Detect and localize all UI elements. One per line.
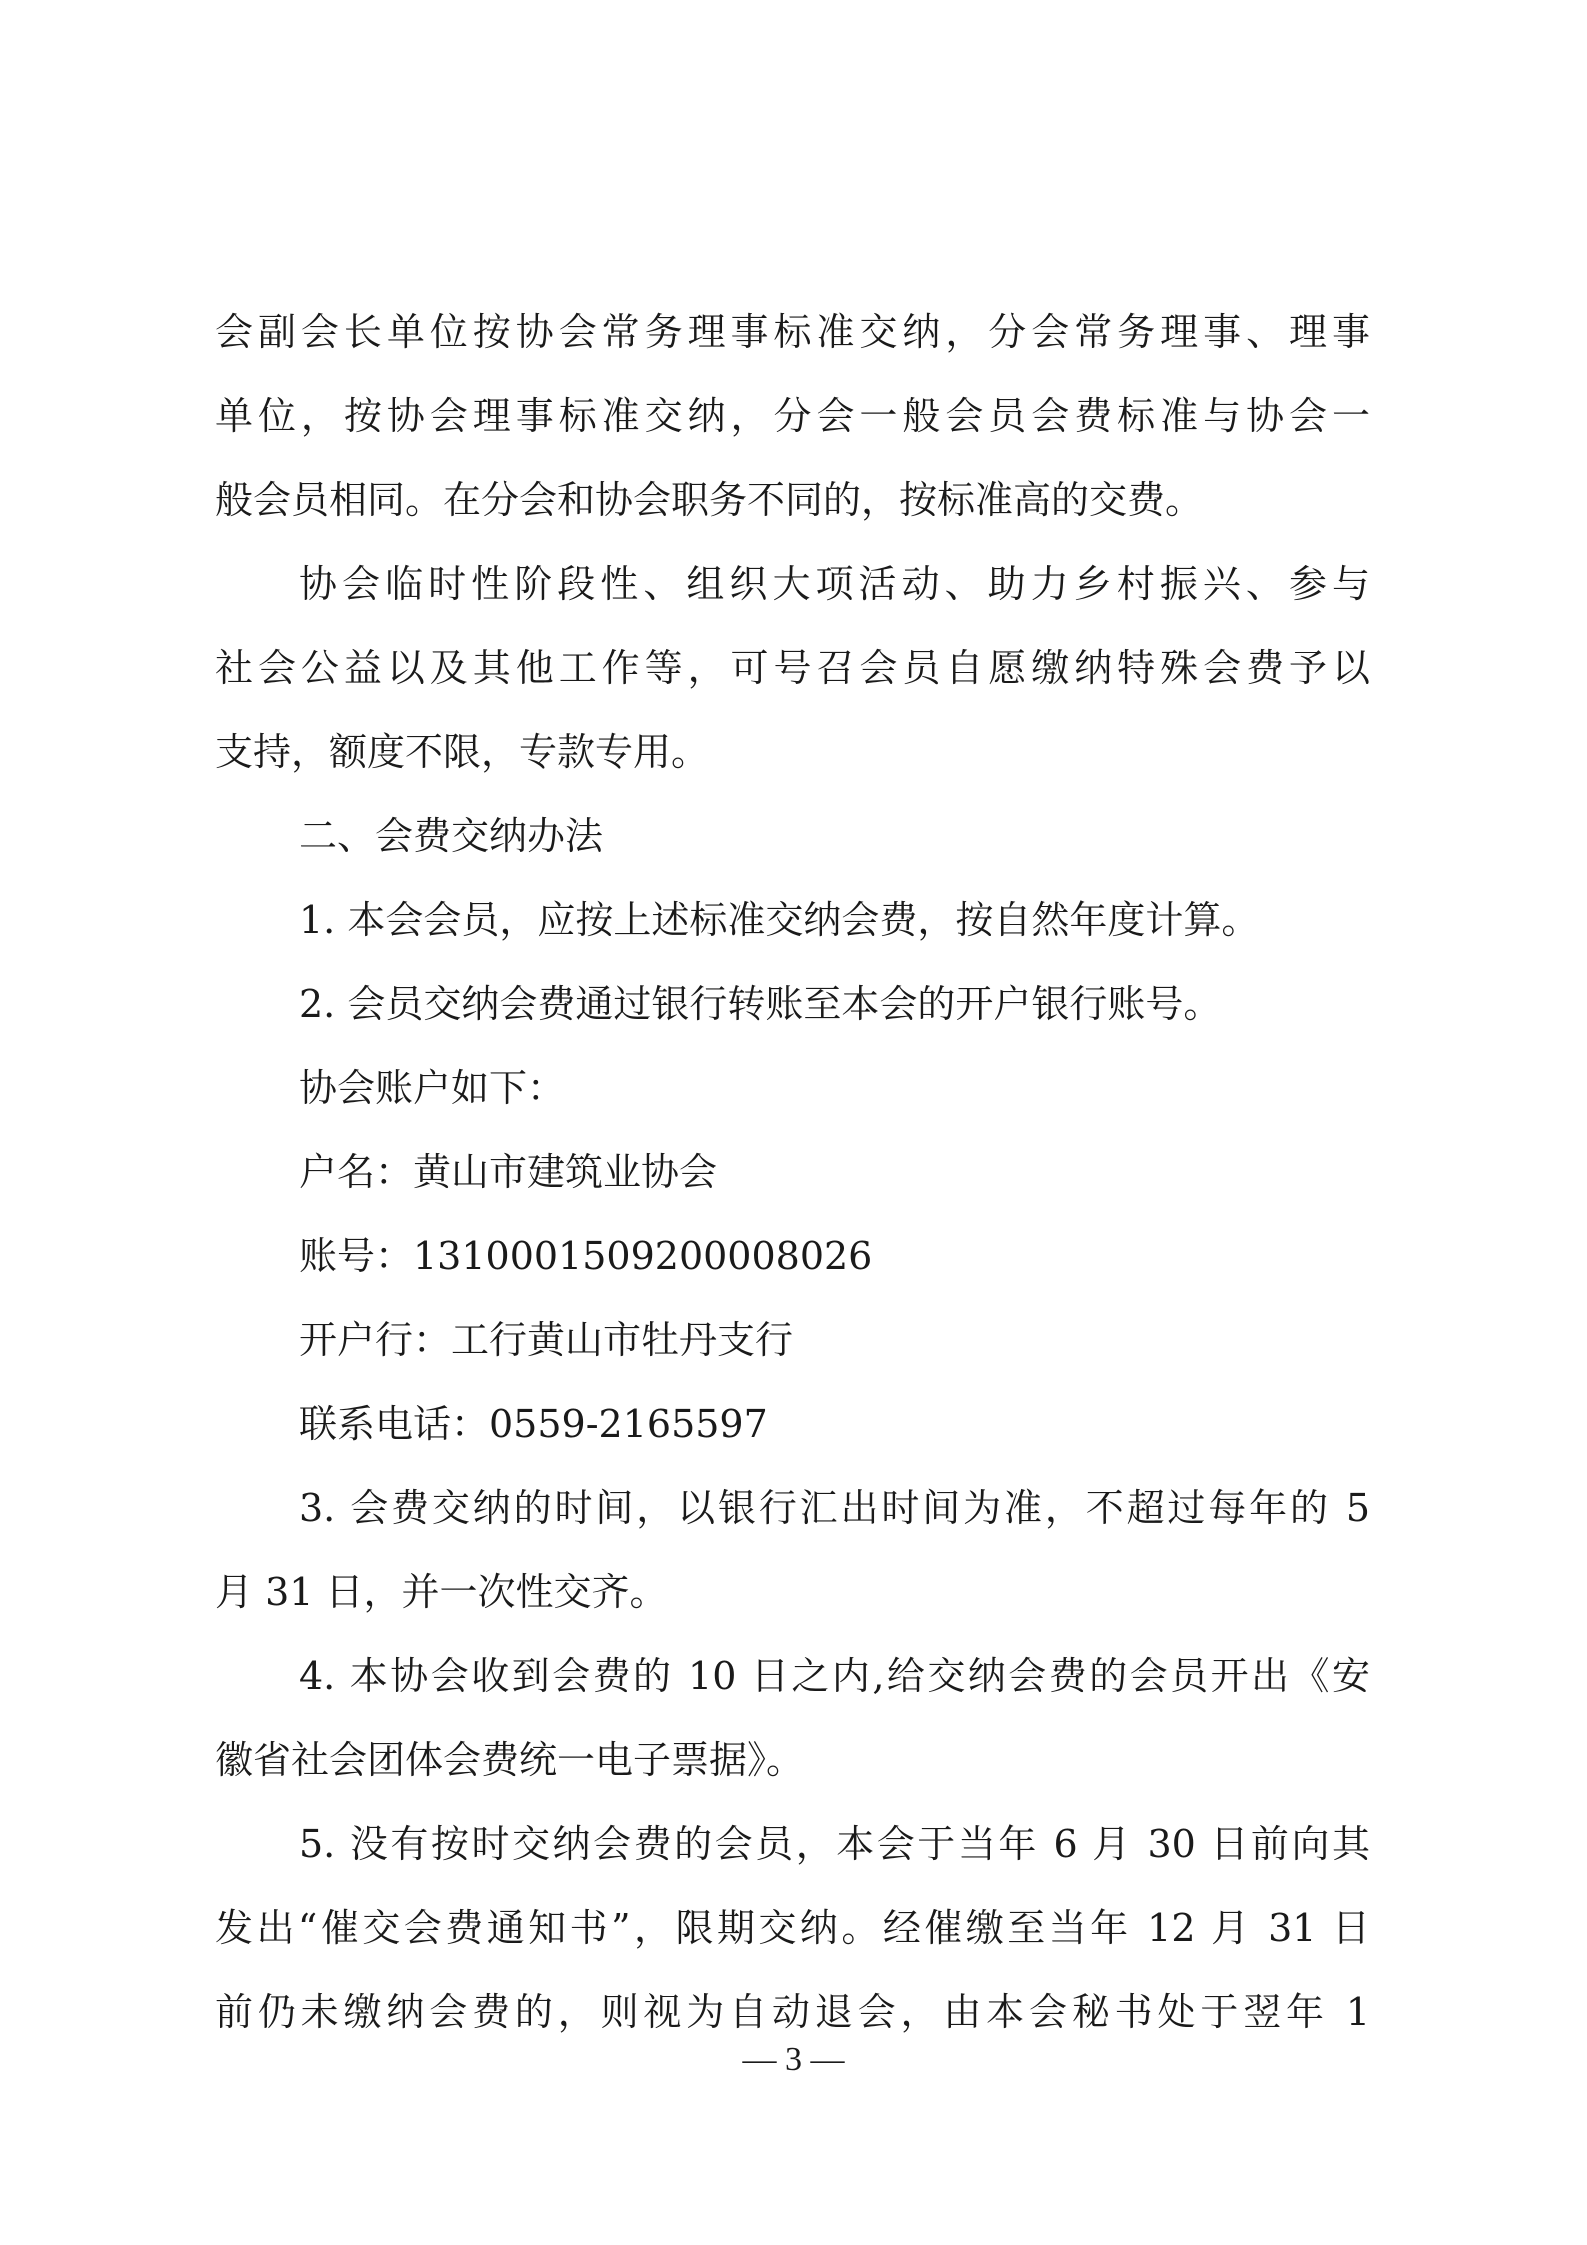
paragraph-line: 2. 会员交纳会费通过银行转账至本会的开户银行账号。: [299, 982, 1222, 1026]
contact-phone: 联系电话：0559-2165597: [299, 1402, 768, 1446]
paragraph-line: 前仍未缴纳会费的，则视为自动退会，由本会秘书处于翌年 1: [215, 1990, 1370, 2034]
account-intro: 协会账户如下：: [299, 1066, 566, 1110]
paragraph-line: 支持，额度不限，专款专用。: [215, 730, 710, 774]
paragraph-line: 会副会长单位按协会常务理事标准交纳，分会常务理事、理事: [215, 310, 1370, 354]
paragraph-line: 4. 本协会收到会费的 10 日之内,给交纳会费的会员开出《安: [299, 1654, 1370, 1698]
account-bank: 开户行：工行黄山市牡丹支行: [299, 1318, 794, 1362]
paragraph-line: 3. 会费交纳的时间，以银行汇出时间为准，不超过每年的 5: [299, 1486, 1370, 1530]
document-body: [215, 290, 1370, 2054]
paragraph-line: 协会临时性阶段性、组织大项活动、助力乡村振兴、参与: [299, 562, 1370, 606]
paragraph-line: 发出“催交会费通知书”，限期交纳。经催缴至当年 12 月 31 日: [215, 1906, 1370, 1950]
paragraph-line: 般会员相同。在分会和协会职务不同的，按标准高的交费。: [215, 478, 1204, 522]
paragraph-line: 月 31 日，并一次性交齐。: [215, 1570, 668, 1614]
paragraph-line: 单位，按协会理事标准交纳，分会一般会员会费标准与协会一: [215, 394, 1370, 438]
section-heading: 二、会费交纳办法: [299, 814, 604, 858]
paragraph-line: 徽省社会团体会费统一电子票据》。: [215, 1738, 805, 1782]
page-number: — 3 —: [742, 2041, 845, 2078]
paragraph-line: 5. 没有按时交纳会费的会员，本会于当年 6 月 30 日前向其: [299, 1822, 1370, 1866]
account-name: 户名：黄山市建筑业协会: [299, 1150, 718, 1194]
paragraph-line: 社会公益以及其他工作等，可号召会员自愿缴纳特殊会费予以: [215, 646, 1370, 690]
paragraph-line: 1. 本会会员，应按上述标准交纳会费，按自然年度计算。: [299, 898, 1260, 942]
account-number: 账号：1310001509200008026: [299, 1234, 873, 1278]
